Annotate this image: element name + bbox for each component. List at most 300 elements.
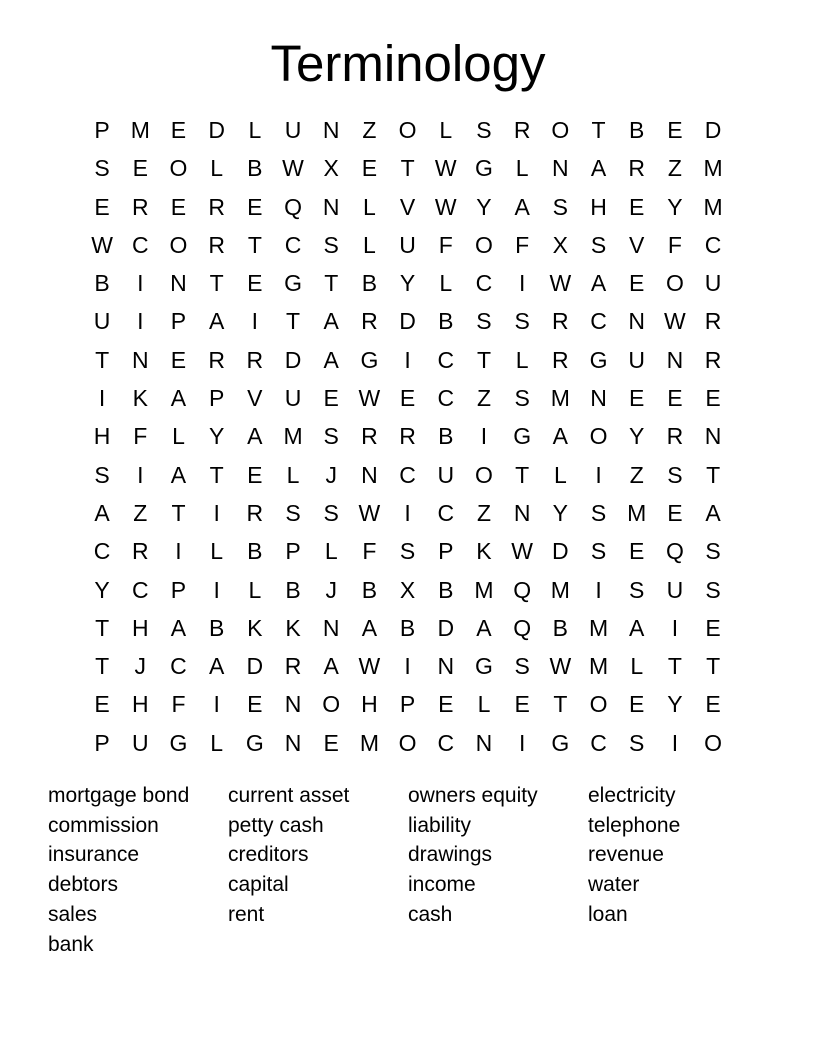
- grid-letter: I: [480, 423, 488, 450]
- grid-letter: E: [247, 461, 263, 488]
- grid-letter: N: [361, 461, 378, 488]
- grid-letter: N: [513, 499, 531, 526]
- grid-letter: J: [134, 653, 147, 680]
- grid-letter: F: [515, 231, 530, 258]
- grid-letter: J: [325, 461, 337, 488]
- grid-letter: I: [518, 729, 526, 756]
- grid-letter: U: [284, 385, 302, 412]
- grid-letter: O: [169, 231, 188, 258]
- grid-letter: T: [209, 461, 224, 488]
- grid-letter: E: [629, 385, 645, 412]
- grid-letter: G: [284, 270, 302, 297]
- grid-letter: B: [438, 576, 454, 603]
- grid-letter: O: [475, 231, 493, 258]
- grid-letter: Y: [94, 576, 110, 603]
- grid-row: [83, 226, 733, 264]
- grid-letter: H: [131, 614, 149, 641]
- grid-letter: T: [515, 461, 530, 488]
- grid-letter: L: [172, 423, 185, 450]
- grid-letter: A: [247, 423, 263, 450]
- word-column: [48, 781, 228, 959]
- word-item: capital: [228, 873, 289, 897]
- grid-letter: U: [93, 308, 111, 335]
- grid-letter: N: [322, 117, 340, 143]
- grid-letter: R: [208, 231, 225, 258]
- grid-letter: E: [247, 193, 263, 220]
- grid-letter: D: [704, 117, 722, 143]
- grid-row: [83, 379, 733, 417]
- grid-letter: E: [132, 155, 148, 182]
- word-column: [588, 781, 768, 930]
- grid-letter: I: [251, 308, 259, 335]
- grid-letter: S: [705, 576, 721, 603]
- grid-letter: D: [552, 538, 569, 565]
- grid-letter: T: [209, 270, 224, 297]
- grid-letter: S: [476, 117, 492, 143]
- grid-letter: N: [322, 193, 340, 220]
- grid-letter: S: [552, 193, 569, 220]
- grid-letter: G: [245, 729, 264, 756]
- grid-row: [83, 302, 733, 340]
- word-item: drawings: [408, 843, 493, 867]
- grid-letter: A: [514, 193, 530, 220]
- grid-letter: N: [475, 729, 493, 756]
- grid-row: [83, 341, 733, 379]
- grid-letter: F: [362, 538, 377, 565]
- grid-letter: A: [208, 308, 225, 335]
- grid-letter: M: [359, 729, 379, 756]
- grid-letter: L: [477, 691, 491, 718]
- grid-letter: N: [437, 653, 455, 680]
- grid-letter: S: [514, 653, 530, 680]
- grid-letter: T: [324, 270, 339, 297]
- grid-letter: L: [210, 155, 224, 182]
- grid-letter: E: [170, 117, 187, 143]
- grid-letter: A: [552, 423, 569, 450]
- grid-row: [83, 532, 733, 570]
- grid-letter: O: [169, 155, 188, 182]
- grid-letter: L: [553, 461, 567, 488]
- grid-row: [83, 494, 733, 532]
- grid-letter: M: [283, 423, 303, 450]
- word-item: insurance: [48, 843, 140, 867]
- grid-letter: N: [704, 423, 722, 450]
- grid-letter: R: [131, 193, 149, 220]
- grid-letter: K: [132, 385, 148, 412]
- grid-letter: S: [514, 308, 530, 335]
- grid-letter: T: [706, 461, 721, 488]
- word-item: electricity: [588, 784, 676, 807]
- word-item: creditors: [228, 843, 309, 867]
- grid-letter: E: [170, 193, 187, 220]
- grid-letter: T: [286, 308, 301, 335]
- word-item: income: [408, 873, 476, 897]
- grid-letter: P: [94, 117, 110, 143]
- grid-letter: E: [514, 691, 530, 718]
- grid-letter: D: [246, 653, 264, 680]
- grid-letter: M: [588, 653, 609, 680]
- grid-letter: X: [552, 231, 569, 258]
- letter-grid: [83, 111, 733, 762]
- grid-letter: Y: [552, 499, 569, 526]
- grid-letter: S: [323, 231, 339, 258]
- grid-letter: B: [399, 614, 416, 641]
- grid-letter: E: [361, 155, 378, 182]
- grid-letter: E: [705, 385, 721, 412]
- grid-letter: R: [513, 117, 531, 143]
- grid-letter: T: [95, 614, 110, 641]
- word-column: [228, 781, 408, 930]
- grid-letter: N: [284, 691, 302, 718]
- grid-letter: I: [404, 346, 411, 373]
- grid-letter: A: [323, 653, 339, 680]
- grid-letter: E: [667, 385, 683, 412]
- grid-letter: S: [399, 538, 416, 565]
- grid-letter: I: [595, 461, 602, 488]
- grid-row: [83, 264, 733, 302]
- grid-letter: U: [666, 576, 684, 603]
- grid-letter: Z: [667, 155, 682, 182]
- grid-letter: R: [284, 653, 302, 680]
- grid-letter: M: [627, 499, 647, 526]
- grid-letter: M: [588, 614, 609, 641]
- grid-letter: B: [247, 538, 263, 565]
- grid-letter: F: [133, 423, 148, 450]
- grid-letter: L: [363, 231, 376, 258]
- grid-letter: Q: [665, 538, 684, 565]
- grid-letter: A: [629, 614, 645, 641]
- grid-letter: I: [671, 614, 679, 641]
- grid-letter: W: [549, 653, 572, 680]
- grid-row: [83, 149, 733, 187]
- grid-letter: W: [358, 499, 381, 526]
- grid-letter: I: [98, 385, 106, 412]
- grid-letter: Q: [513, 614, 532, 641]
- grid-letter: M: [550, 385, 570, 412]
- grid-letter: A: [590, 270, 607, 297]
- grid-letter: M: [130, 117, 150, 143]
- grid-letter: Y: [629, 423, 645, 450]
- grid-letter: T: [95, 346, 110, 373]
- grid-letter: C: [93, 538, 111, 565]
- grid-letter: I: [213, 499, 220, 526]
- grid-letter: P: [170, 308, 187, 335]
- grid-letter: G: [551, 729, 570, 756]
- grid-letter: A: [170, 461, 187, 488]
- grid-letter: B: [361, 270, 378, 297]
- grid-letter: G: [513, 423, 532, 450]
- grid-letter: G: [169, 729, 188, 756]
- grid-letter: I: [671, 729, 679, 756]
- grid-letter: Z: [476, 385, 491, 412]
- grid-letter: Y: [208, 423, 225, 450]
- word-item: sales: [48, 902, 98, 926]
- grid-letter: H: [590, 193, 607, 220]
- grid-letter: I: [137, 461, 144, 488]
- grid-letter: S: [667, 461, 683, 488]
- grid-letter: W: [511, 538, 534, 565]
- grid-letter: M: [550, 576, 570, 603]
- grid-letter: U: [628, 346, 646, 373]
- grid-letter: L: [286, 461, 300, 488]
- grid-letter: I: [404, 499, 411, 526]
- grid-letter: C: [704, 231, 722, 258]
- grid-letter: R: [131, 538, 149, 565]
- grid-letter: O: [398, 117, 417, 143]
- grid-letter: J: [325, 576, 337, 603]
- grid-row: [83, 685, 733, 723]
- grid-letter: S: [323, 423, 339, 450]
- grid-letter: R: [246, 346, 264, 373]
- grid-letter: U: [399, 231, 416, 258]
- grid-letter: R: [552, 346, 569, 373]
- grid-letter: Z: [629, 461, 644, 488]
- grid-letter: A: [170, 385, 187, 412]
- grid-row: [83, 417, 733, 455]
- grid-letter: H: [93, 423, 111, 450]
- grid-letter: O: [398, 729, 417, 756]
- grid-letter: L: [363, 193, 376, 220]
- grid-letter: I: [175, 538, 182, 565]
- grid-letter: E: [247, 691, 263, 718]
- grid-letter: T: [667, 653, 682, 680]
- grid-letter: L: [210, 538, 224, 565]
- grid-letter: W: [282, 155, 304, 182]
- grid-letter: U: [704, 270, 722, 297]
- grid-letter: T: [95, 653, 110, 680]
- grid-letter: L: [210, 729, 224, 756]
- grid-letter: E: [629, 538, 645, 565]
- grid-letter: E: [667, 117, 683, 143]
- grid-letter: U: [437, 461, 455, 488]
- grid-letter: S: [476, 308, 492, 335]
- grid-letter: N: [170, 270, 187, 297]
- grid-letter: T: [553, 691, 568, 718]
- grid-letter: Y: [399, 270, 416, 297]
- grid-letter: Q: [284, 193, 302, 220]
- grid-letter: R: [361, 308, 378, 335]
- grid-letter: U: [131, 729, 149, 756]
- grid-letter: I: [404, 653, 411, 680]
- grid-letter: L: [630, 653, 644, 680]
- grid-letter: E: [438, 691, 454, 718]
- grid-letter: N: [284, 729, 302, 756]
- grid-letter: V: [399, 193, 416, 220]
- grid-letter: O: [475, 461, 493, 488]
- grid-letter: R: [361, 423, 378, 450]
- grid-letter: R: [399, 423, 416, 450]
- grid-letter: N: [590, 385, 607, 412]
- grid-row: [83, 724, 733, 762]
- grid-letter: S: [590, 231, 607, 258]
- grid-letter: L: [248, 117, 262, 143]
- word-item: owners equity: [408, 784, 538, 807]
- grid-letter: I: [213, 576, 220, 603]
- grid-letter: S: [94, 155, 110, 182]
- grid-letter: L: [439, 270, 453, 297]
- grid-letter: W: [91, 231, 113, 258]
- word-item: telephone: [588, 813, 681, 837]
- grid-letter: G: [589, 346, 608, 373]
- grid-row: [83, 571, 733, 609]
- grid-letter: M: [703, 155, 723, 182]
- grid-letter: H: [361, 691, 378, 718]
- grid-letter: L: [248, 576, 262, 603]
- grid-letter: T: [400, 155, 415, 182]
- grid-letter: Y: [476, 193, 492, 220]
- word-item: debtors: [48, 873, 119, 897]
- grid-letter: A: [361, 614, 378, 641]
- word-item: commission: [48, 813, 159, 837]
- grid-letter: K: [476, 538, 492, 565]
- grid-letter: S: [629, 729, 645, 756]
- grid-row: [83, 647, 733, 685]
- grid-letter: P: [170, 576, 187, 603]
- word-item: revenue: [588, 843, 664, 867]
- grid-letter: Z: [476, 499, 491, 526]
- grid-letter: B: [94, 270, 110, 297]
- grid-letter: S: [285, 499, 301, 526]
- grid-letter: G: [475, 653, 493, 680]
- grid-letter: Z: [362, 117, 377, 143]
- grid-letter: C: [437, 385, 455, 412]
- grid-letter: M: [703, 193, 723, 220]
- grid-letter: G: [360, 346, 379, 373]
- grid-letter: H: [131, 691, 149, 718]
- grid-row: [83, 456, 733, 494]
- grid-row: [83, 609, 733, 647]
- grid-letter: F: [438, 231, 453, 258]
- grid-row: [83, 188, 733, 226]
- word-item: water: [588, 873, 640, 897]
- grid-letter: N: [131, 346, 149, 373]
- grid-letter: D: [399, 308, 416, 335]
- grid-letter: S: [590, 499, 607, 526]
- grid-letter: I: [137, 308, 144, 335]
- grid-letter: R: [704, 346, 722, 373]
- grid-letter: E: [667, 499, 683, 526]
- grid-letter: W: [358, 385, 381, 412]
- grid-letter: C: [590, 308, 607, 335]
- grid-letter: P: [285, 538, 301, 565]
- grid-letter: E: [629, 691, 645, 718]
- grid-letter: Q: [513, 576, 532, 603]
- grid-letter: W: [664, 308, 686, 335]
- grid-letter: C: [475, 270, 493, 297]
- grid-letter: T: [171, 499, 186, 526]
- grid-letter: L: [439, 117, 453, 143]
- grid-letter: A: [590, 155, 607, 182]
- grid-letter: O: [589, 423, 608, 450]
- grid-letter: I: [518, 270, 526, 297]
- grid-letter: U: [284, 117, 302, 143]
- grid-letter: E: [94, 193, 110, 220]
- grid-letter: O: [589, 691, 608, 718]
- word-item: petty cash: [228, 813, 324, 837]
- grid-letter: C: [131, 231, 149, 258]
- grid-letter: E: [705, 691, 721, 718]
- grid-letter: R: [628, 155, 646, 182]
- grid-letter: S: [323, 499, 339, 526]
- grid-letter: E: [94, 691, 110, 718]
- grid-letter: S: [590, 538, 607, 565]
- grid-letter: L: [515, 346, 529, 373]
- grid-letter: I: [137, 270, 144, 297]
- grid-letter: T: [476, 346, 491, 373]
- word-item: rent: [228, 902, 265, 926]
- grid-letter: W: [434, 193, 457, 220]
- grid-letter: O: [322, 691, 341, 718]
- grid-letter: P: [208, 385, 225, 412]
- grid-letter: S: [514, 385, 530, 412]
- grid-letter: E: [629, 193, 645, 220]
- grid-letter: B: [208, 614, 225, 641]
- grid-letter: W: [358, 653, 381, 680]
- grid-letter: K: [285, 614, 301, 641]
- grid-letter: P: [438, 538, 454, 565]
- grid-letter: D: [437, 614, 455, 641]
- word-column: [408, 781, 588, 930]
- grid-letter: E: [323, 385, 339, 412]
- grid-letter: X: [399, 576, 416, 603]
- grid-letter: K: [247, 614, 263, 641]
- grid-letter: E: [247, 270, 263, 297]
- grid-letter: P: [94, 729, 110, 756]
- grid-letter: A: [476, 614, 492, 641]
- grid-letter: R: [666, 423, 684, 450]
- grid-letter: C: [284, 231, 302, 258]
- grid-letter: R: [552, 308, 569, 335]
- grid-letter: W: [549, 270, 572, 297]
- grid-letter: T: [247, 231, 262, 258]
- grid-letter: M: [474, 576, 494, 603]
- word-item: liability: [408, 813, 472, 837]
- grid-letter: C: [437, 346, 455, 373]
- grid-letter: Z: [133, 499, 148, 526]
- grid-letter: N: [552, 155, 569, 182]
- grid-letter: E: [705, 614, 721, 641]
- grid-letter: R: [208, 346, 225, 373]
- grid-letter: O: [551, 117, 570, 143]
- grid-letter: O: [665, 270, 684, 297]
- grid-letter: L: [515, 155, 529, 182]
- grid-letter: V: [247, 385, 263, 412]
- grid-letter: R: [208, 193, 225, 220]
- word-item: current asset: [228, 784, 350, 807]
- grid-letter: I: [595, 576, 602, 603]
- grid-letter: W: [434, 155, 457, 182]
- word-item: bank: [48, 932, 94, 956]
- grid-letter: T: [591, 117, 606, 143]
- grid-letter: A: [94, 499, 110, 526]
- grid-letter: A: [705, 499, 721, 526]
- grid-row: [83, 111, 733, 149]
- word-item: loan: [588, 902, 628, 926]
- page-title: Terminology: [270, 35, 546, 92]
- grid-letter: R: [704, 308, 722, 335]
- grid-letter: B: [285, 576, 301, 603]
- grid-letter: N: [628, 308, 646, 335]
- grid-letter: G: [475, 155, 493, 182]
- grid-letter: B: [438, 423, 454, 450]
- grid-letter: D: [208, 117, 225, 143]
- grid-letter: O: [704, 729, 723, 756]
- grid-letter: R: [246, 499, 264, 526]
- grid-letter: E: [629, 270, 645, 297]
- grid-letter: X: [323, 155, 339, 182]
- grid-letter: A: [323, 346, 339, 373]
- grid-letter: E: [170, 346, 187, 373]
